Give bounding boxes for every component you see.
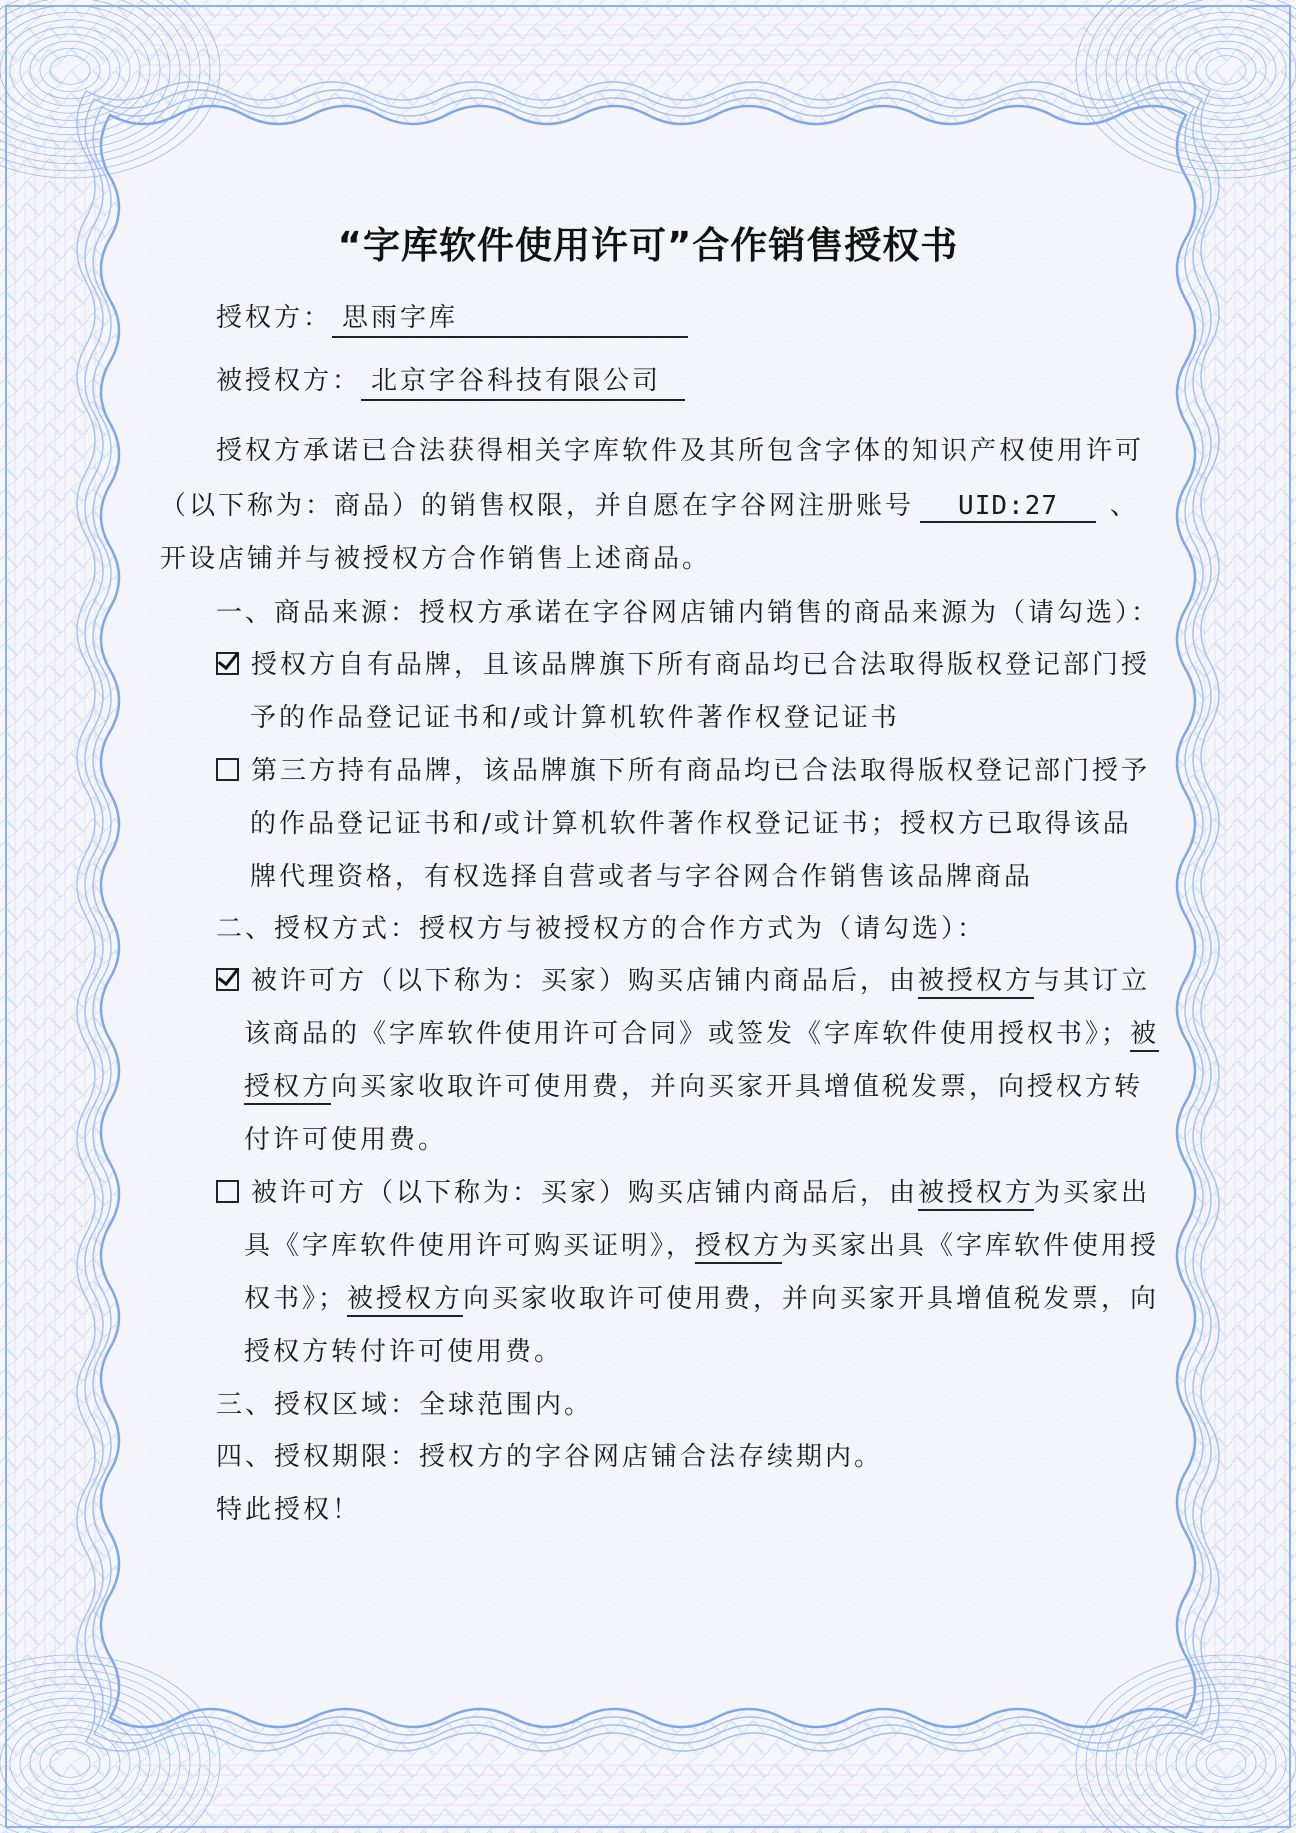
intro-line-2a: （以下称为：商品）的销售权限，并自愿在字谷网注册账号	[160, 491, 915, 521]
section1-option1-checkbox[interactable]	[216, 652, 239, 675]
section2-option2	[216, 1172, 1150, 1209]
section2-heading: 二、授权方式：授权方与被授权方的合作方式为（请勾选）：	[216, 914, 987, 944]
grantor-line	[216, 297, 688, 338]
section1-option2-line3: 牌代理资格，有权选择自营或者与字谷网合作销售该品牌商品	[250, 862, 1034, 892]
grantee-value: 北京字谷科技有限公司	[361, 360, 685, 401]
section1-option1	[216, 644, 1150, 681]
s2o1-l3u: 授权方	[244, 1072, 331, 1105]
s2o2-l3u: 被授权方	[347, 1284, 463, 1317]
grantor-value: 思雨字库	[332, 297, 688, 338]
section4-term: 四、授权期限：授权方的字谷网店铺合法存续期内。	[216, 1442, 884, 1472]
section1-heading: 一、商品来源：授权方承诺在字谷网店铺内销售的商品来源为（请勾选）：	[216, 598, 1161, 628]
section1-option2-line2: 的作品登记证书和/或计算机软件著作权登记证书；授权方已取得该品	[250, 809, 1132, 839]
s2o2-l1b: 为买家出	[1034, 1178, 1151, 1208]
section2-option1-checkbox[interactable]	[216, 968, 239, 991]
section1-option1-line1: 授权方自有品牌，且该品牌旗下所有商品均已合法取得版权登记部门授	[251, 650, 1151, 680]
s2o1-l3b: 向买家收取许可使用费，并向买家开具增值税发票，向授权方转	[331, 1072, 1144, 1102]
section2-option1-line3	[244, 1066, 1143, 1103]
grantee-line	[216, 360, 685, 401]
s2o2-l3b: 向买家收取许可使用费，并向买家开具增值税发票，向	[463, 1284, 1160, 1314]
s2o1-l2u: 被	[1130, 1019, 1159, 1052]
s2o1-l2a: 该商品的《字库软件使用许可合同》或签发《字库软件使用授权书》；	[244, 1019, 1131, 1049]
section2-option2-line4: 授权方转付许可使用费。	[244, 1337, 564, 1367]
document-title: “字库软件使用许可”合作销售授权书	[337, 224, 959, 267]
section2-option1	[216, 960, 1150, 997]
section2-option2-line2	[244, 1225, 1159, 1262]
section1-option2	[216, 750, 1150, 787]
section1-option2-checkbox[interactable]	[216, 758, 239, 781]
s2o2-l2b: 为买家出具《字库软件使用授	[782, 1231, 1160, 1261]
s2o1-l1a: 被许可方（以下称为：买家）购买店铺内商品后，由	[251, 966, 919, 996]
s2o2-l1u: 被授权方	[918, 1178, 1034, 1211]
section1-option2-line1: 第三方持有品牌，该品牌旗下所有商品均已合法取得版权登记部门授予	[251, 756, 1151, 786]
closing-statement: 特此授权！	[216, 1495, 362, 1525]
s2o1-l1u: 被授权方	[918, 966, 1034, 999]
intro-line-3: 开设店铺并与被授权方合作销售上述商品。	[160, 544, 712, 574]
intro-line-2b: 、	[1110, 491, 1140, 521]
section2-option2-checkbox[interactable]	[216, 1180, 239, 1203]
account-uid: UID:27	[920, 491, 1096, 523]
grantor-label: 授权方：	[216, 303, 333, 333]
s2o2-l2u: 授权方	[695, 1231, 782, 1264]
section2-option1-line4: 付许可使用费。	[244, 1125, 448, 1155]
grantee-label: 被授权方：	[216, 366, 362, 396]
section2-option2-line3	[244, 1278, 1159, 1315]
section3-region: 三、授权区域：全球范围内。	[216, 1390, 594, 1420]
s2o2-l1a: 被许可方（以下称为：买家）购买店铺内商品后，由	[251, 1178, 919, 1208]
intro-line-2	[160, 485, 1139, 523]
s2o2-l2a: 具《字库软件使用许可购买证明》，	[244, 1231, 696, 1261]
section1-option1-line2: 予的作品登记证书和/或计算机软件著作权登记证书	[250, 703, 900, 733]
intro-line-1: 授权方承诺已合法获得相关字库软件及其所包含字体的知识产权使用许可	[216, 436, 1145, 466]
s2o1-l1b: 与其订立	[1034, 966, 1151, 996]
section2-option1-line2	[244, 1013, 1159, 1050]
s2o2-l3a: 权书》；	[244, 1284, 348, 1314]
